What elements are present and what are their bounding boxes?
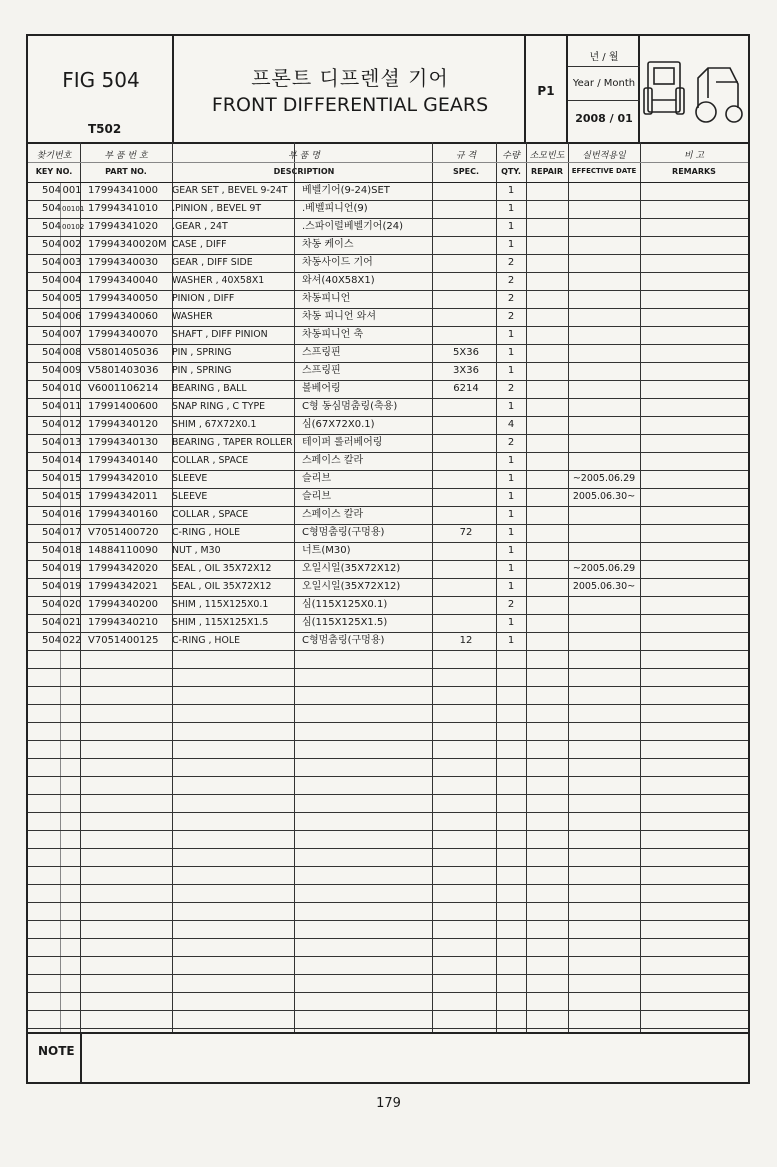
key-no: 504	[42, 185, 62, 196]
description-en: C-RING , HOLE	[172, 635, 241, 646]
description-kr: .스파이럴베벨기어(24)	[302, 221, 403, 232]
effective-date	[568, 596, 640, 614]
description-kr: C형멈춤링(구멍용)	[302, 635, 385, 646]
spec	[436, 614, 496, 632]
description-en: GEAR SET , BEVEL 9-24T	[172, 185, 288, 196]
key-no: 504	[42, 203, 62, 214]
part-no: 17994340050	[88, 293, 158, 304]
table-row	[28, 560, 748, 578]
year-month-label-en: Year / Month	[572, 78, 636, 89]
key-sub-no: 019	[62, 581, 82, 592]
table-row	[28, 290, 748, 308]
key-no: 504	[42, 545, 62, 556]
description-en: .PINION , BEVEL 9T	[172, 203, 262, 214]
part-no: 17994341020	[88, 221, 158, 232]
quantity: 1	[507, 635, 515, 646]
description-en: SHIM , 115X125X0.1	[172, 599, 269, 610]
part-no: 17991400600	[88, 401, 158, 412]
quantity: 2	[507, 311, 515, 322]
col-spec-kr: 규 격	[455, 151, 477, 161]
description-en: SEAL , OIL 35X72X12	[172, 563, 272, 574]
key-no: 504	[42, 617, 62, 628]
quantity: 2	[507, 599, 515, 610]
part-no: 17994341010	[88, 203, 158, 214]
quantity: 1	[507, 329, 515, 340]
part-no: 17994340140	[88, 455, 158, 466]
spec	[436, 326, 496, 344]
spec	[436, 506, 496, 524]
description-kr: 스프링핀	[302, 365, 341, 376]
year-month-label-kr: 년 / 월	[589, 52, 619, 63]
key-sub-no: 003	[62, 257, 82, 268]
table-row	[28, 524, 748, 542]
part-no: 17994340070	[88, 329, 158, 340]
part-no: 17994340020M	[88, 239, 167, 250]
key-no: 504	[42, 329, 62, 340]
effective-date	[568, 182, 640, 200]
key-sub-no: 002	[62, 239, 82, 250]
col-part-en: PART NO.	[105, 167, 147, 176]
description-kr: 차동피니언 축	[302, 329, 364, 340]
quantity: 1	[507, 509, 515, 520]
effective-date	[568, 200, 640, 218]
table-row	[28, 308, 748, 326]
table-row	[28, 326, 748, 344]
key-no: 504	[42, 419, 62, 430]
col-qty-en: QTY.	[501, 167, 521, 176]
effective-date	[568, 236, 640, 254]
key-no: 504	[42, 509, 62, 520]
table-row	[28, 542, 748, 560]
spec: 12	[459, 635, 473, 646]
spec	[436, 308, 496, 326]
spec	[436, 200, 496, 218]
effective-date	[568, 254, 640, 272]
part-no: 17994340200	[88, 599, 158, 610]
effective-date	[568, 614, 640, 632]
quantity: 1	[507, 203, 515, 214]
key-sub-no: 018	[62, 545, 82, 556]
quantity: 2	[507, 275, 515, 286]
key-sub-no: 020	[62, 599, 82, 610]
key-sub-no: 013	[62, 437, 82, 448]
table-row	[28, 200, 748, 218]
part-no: 17994340040	[88, 275, 158, 286]
description-kr: 심(115X125X1.5)	[302, 617, 388, 628]
description-en: WASHER , 40X58X1	[172, 275, 265, 286]
description-en: SHIM , 67X72X0.1	[172, 419, 257, 430]
table-row	[28, 506, 748, 524]
effective-date	[568, 272, 640, 290]
col-eff-kr: 실번적용일	[582, 151, 626, 161]
description-en: PINION , DIFF	[172, 293, 235, 304]
part-no: 17994340060	[88, 311, 158, 322]
table-row	[28, 344, 748, 362]
description-en: PIN , SPRING	[172, 347, 232, 358]
description-en: SLEEVE	[172, 491, 208, 502]
spec	[436, 470, 496, 488]
description-kr: 차동피니언	[302, 293, 351, 304]
effective-date	[568, 326, 640, 344]
description-kr: 심(115X125X0.1)	[302, 599, 388, 610]
quantity: 1	[507, 491, 515, 502]
spec	[436, 416, 496, 434]
key-no: 504	[42, 581, 62, 592]
description-kr: C형 동심멈춤링(축용)	[302, 401, 398, 412]
key-no: 504	[42, 455, 62, 466]
description-en: WASHER	[172, 311, 213, 322]
quantity: 1	[507, 365, 515, 376]
table-row	[28, 614, 748, 632]
spec	[436, 542, 496, 560]
quantity: 1	[507, 563, 515, 574]
page-number: 179	[376, 1096, 401, 1111]
table-row	[28, 380, 748, 398]
description-kr: .베벨피니언(9)	[302, 203, 368, 214]
col-key-en: KEY NO.	[35, 167, 73, 176]
spec: 5X36	[453, 347, 479, 358]
key-sub-no: 006	[62, 311, 82, 322]
table-row	[28, 272, 748, 290]
key-sub-no: 019	[62, 563, 82, 574]
table-row	[28, 362, 748, 380]
col-rem-kr: 비 고	[683, 151, 705, 161]
key-sub-no: 005	[62, 293, 82, 304]
model-code: T502	[88, 122, 122, 136]
table-row	[28, 398, 748, 416]
key-sub-no: 016	[62, 509, 82, 520]
quantity: 1	[507, 221, 515, 232]
description-kr: 스페이스 칼라	[302, 509, 364, 520]
effective-date	[568, 344, 640, 362]
quantity: 1	[507, 401, 515, 412]
spec	[436, 434, 496, 452]
quantity: 1	[507, 527, 515, 538]
key-sub-no: 010	[62, 383, 82, 394]
part-no: 17994340030	[88, 257, 158, 268]
description-en: SEAL , OIL 35X72X12	[172, 581, 272, 592]
table-row	[28, 578, 748, 596]
table-row	[28, 218, 748, 236]
key-sub-no: 021	[62, 617, 82, 628]
table-row	[28, 254, 748, 272]
description-en: GEAR , DIFF SIDE	[172, 257, 253, 268]
description-en: COLLAR , SPACE	[172, 509, 249, 520]
spec	[436, 218, 496, 236]
quantity: 4	[507, 419, 515, 430]
key-no: 504	[42, 401, 62, 412]
col-spec-en: SPEC.	[453, 167, 479, 176]
parts-sheet	[26, 34, 750, 1084]
description-kr: 차동 케이스	[302, 239, 354, 250]
table-row	[28, 236, 748, 254]
part-no: 17994340130	[88, 437, 158, 448]
key-sub-no: 015	[62, 491, 82, 502]
spec	[436, 452, 496, 470]
key-no: 504	[42, 599, 62, 610]
description-kr: 차동사이드 기어	[302, 257, 373, 268]
effective-date	[568, 632, 640, 650]
key-no: 504	[42, 563, 62, 574]
effective-date	[568, 452, 640, 470]
col-desc-kr: 부 품 명	[288, 151, 320, 161]
effective-date: 2005.06.30~	[572, 491, 636, 502]
effective-date: 2005.06.30~	[572, 581, 636, 592]
effective-date: ~2005.06.29	[572, 563, 636, 574]
key-sub-no: 00101	[62, 205, 85, 213]
key-sub-no: 008	[62, 347, 82, 358]
description-kr: 스페이스 칼라	[302, 455, 364, 466]
key-sub-no: 017	[62, 527, 82, 538]
key-no: 504	[42, 491, 62, 502]
quantity: 2	[507, 257, 515, 268]
key-no: 504	[42, 275, 62, 286]
effective-date	[568, 416, 640, 434]
key-no: 504	[42, 365, 62, 376]
description-kr: 오일시일(35X72X12)	[302, 563, 401, 574]
quantity: 1	[507, 473, 515, 484]
title-english: FRONT DIFFERENTIAL GEARS	[211, 94, 489, 116]
description-kr: 스프링핀	[302, 347, 341, 358]
table-row	[28, 596, 748, 614]
col-repair-en: REPAIR	[530, 167, 564, 176]
part-no: 14884110090	[88, 545, 158, 556]
col-key-kr: 찾기번호	[36, 151, 72, 161]
description-kr: 베벨기어(9-24)SET	[302, 185, 390, 196]
col-repair-kr: 소모빈도	[529, 151, 565, 161]
page-code: P1	[537, 84, 555, 98]
effective-date	[568, 290, 640, 308]
quantity: 1	[507, 545, 515, 556]
title-korean: 프론트 디프렌셜 기어	[251, 66, 449, 90]
col-desc-en: DESCRIPTION	[273, 167, 335, 176]
col-rem-en: REMARKS	[672, 167, 716, 176]
key-sub-no: 00102	[62, 223, 85, 231]
key-no: 504	[42, 527, 62, 538]
description-en: PIN , SPRING	[172, 365, 232, 376]
description-en: NUT , M30	[172, 545, 221, 556]
part-no: 17994342011	[88, 491, 158, 502]
description-en: .GEAR , 24T	[172, 221, 228, 232]
part-no: 17994342020	[88, 563, 158, 574]
description-en: BEARING , BALL	[172, 383, 247, 394]
effective-date	[568, 362, 640, 380]
key-no: 504	[42, 311, 62, 322]
key-sub-no: 014	[62, 455, 82, 466]
effective-date: ~2005.06.29	[572, 473, 636, 484]
description-kr: 테이퍼 롤러베어링	[302, 437, 383, 448]
key-no: 504	[42, 239, 62, 250]
spec: 72	[459, 527, 473, 538]
description-en: BEARING , TAPER ROLLER	[172, 437, 293, 448]
key-sub-no: 007	[62, 329, 82, 340]
part-no: 17994340160	[88, 509, 158, 520]
spec	[436, 290, 496, 308]
note-label: NOTE	[38, 1044, 75, 1058]
quantity: 1	[507, 617, 515, 628]
description-kr: 오일시일(35X72X12)	[302, 581, 401, 592]
table-row	[28, 470, 748, 488]
key-no: 504	[42, 221, 62, 232]
key-no: 504	[42, 473, 62, 484]
quantity: 1	[507, 239, 515, 250]
part-no: 17994342021	[88, 581, 158, 592]
key-no: 504	[42, 293, 62, 304]
part-no: 17994340120	[88, 419, 158, 430]
effective-date	[568, 506, 640, 524]
quantity: 1	[507, 185, 515, 196]
effective-date	[568, 218, 640, 236]
part-no: V5801405036	[88, 347, 159, 358]
key-no: 504	[42, 347, 62, 358]
quantity: 1	[507, 581, 515, 592]
quantity: 2	[507, 293, 515, 304]
description-kr: 슬리브	[302, 491, 331, 502]
col-part-kr: 부 품 번 호	[104, 151, 148, 161]
tractor-icon	[642, 48, 746, 132]
table-row	[28, 182, 748, 200]
table-row	[28, 488, 748, 506]
description-kr: 슬리브	[302, 473, 331, 484]
effective-date	[568, 434, 640, 452]
part-no: 17994341000	[88, 185, 158, 196]
spec	[436, 596, 496, 614]
description-en: CASE , DIFF	[172, 239, 227, 250]
part-no: V6001106214	[88, 383, 159, 394]
description-kr: 너트(M30)	[302, 545, 351, 556]
spec: 6214	[453, 383, 479, 394]
effective-date	[568, 524, 640, 542]
quantity: 2	[507, 437, 515, 448]
spec	[436, 560, 496, 578]
description-kr: 차동 피니언 와셔	[302, 311, 376, 322]
key-sub-no: 001	[62, 185, 82, 196]
description-kr: 와셔(40X58X1)	[302, 275, 375, 286]
quantity: 1	[507, 455, 515, 466]
part-no: V7051400720	[88, 527, 159, 538]
key-sub-no: 015	[62, 473, 82, 484]
spec	[436, 236, 496, 254]
table-row	[28, 416, 748, 434]
effective-date	[568, 398, 640, 416]
spec	[436, 254, 496, 272]
description-en: SNAP RING , C TYPE	[172, 401, 266, 412]
table-row	[28, 452, 748, 470]
effective-date	[568, 380, 640, 398]
quantity: 1	[507, 347, 515, 358]
description-en: SHIM , 115X125X1.5	[172, 617, 269, 628]
col-eff-en: EFFECTIVE DATE	[571, 167, 637, 175]
spec	[436, 488, 496, 506]
table-row	[28, 632, 748, 650]
part-no: V7051400125	[88, 635, 159, 646]
description-en: SLEEVE	[172, 473, 208, 484]
description-en: SHAFT , DIFF PINION	[172, 329, 268, 340]
table-row	[28, 434, 748, 452]
key-no: 504	[42, 437, 62, 448]
description-kr: 심(67X72X0.1)	[302, 419, 375, 430]
description-kr: 볼베어링	[302, 383, 341, 394]
quantity: 2	[507, 383, 515, 394]
col-qty-kr: 수량	[502, 151, 520, 161]
description-en: COLLAR , SPACE	[172, 455, 249, 466]
effective-date	[568, 308, 640, 326]
key-no: 504	[42, 257, 62, 268]
spec	[436, 578, 496, 596]
part-no: 17994342010	[88, 473, 158, 484]
description-en: C-RING , HOLE	[172, 527, 241, 538]
spec	[436, 272, 496, 290]
spec: 3X36	[453, 365, 479, 376]
description-kr: C형멈춤링(구멍용)	[302, 527, 385, 538]
key-sub-no: 009	[62, 365, 82, 376]
key-sub-no: 004	[62, 275, 82, 286]
key-no: 504	[42, 383, 62, 394]
spec	[436, 398, 496, 416]
key-sub-no: 011	[62, 401, 82, 412]
key-sub-no: 022	[62, 635, 82, 646]
part-no: V5801403036	[88, 365, 159, 376]
key-no: 504	[42, 635, 62, 646]
key-sub-no: 012	[62, 419, 82, 430]
fig-number: FIG 504	[62, 68, 140, 92]
spec	[436, 182, 496, 200]
part-no: 17994340210	[88, 617, 158, 628]
effective-date	[568, 542, 640, 560]
year-month-value: 2008 / 01	[575, 112, 633, 125]
